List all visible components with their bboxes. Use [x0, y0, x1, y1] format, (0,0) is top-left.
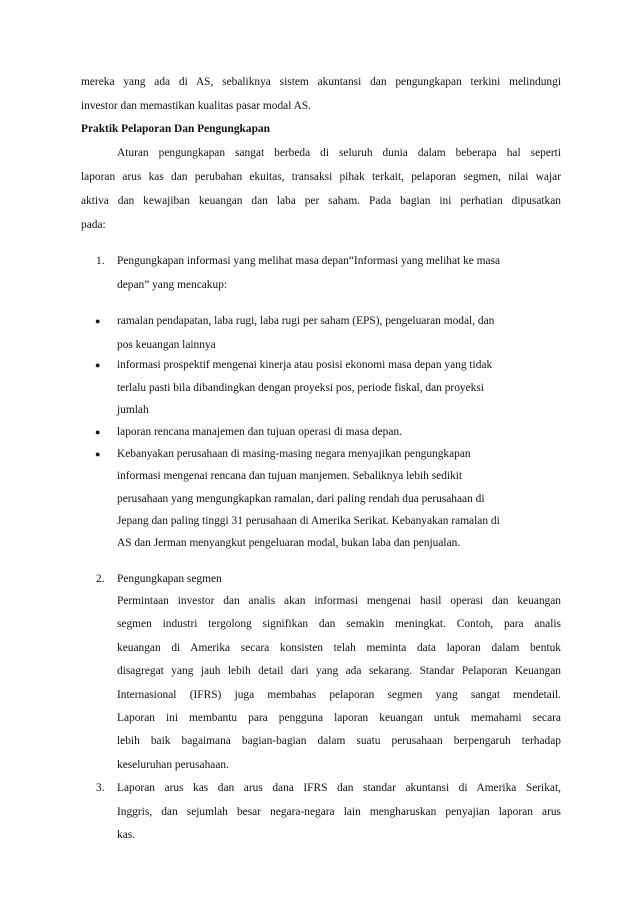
paragraph-line: pada: — [81, 219, 106, 231]
paragraph-line: laporan arus kas dan perubahan ekuitas, transaksi pihak terkait, pelaporan segmen, nilai wajar — [81, 171, 561, 183]
list-item-line: Laporan ini membantu para pengguna laporan keuangan untuk memahami secara — [117, 712, 561, 724]
list-item-line: disagregat yang jauh lebih detail dari yang ada sekarang. Standar Pelaporan Keuangan — [117, 665, 561, 677]
list-number: 3. — [96, 782, 105, 794]
bullet-icon: ● — [95, 449, 101, 459]
intro-line: investor dan memastikan kualitas pasar modal AS. — [81, 100, 311, 112]
bullet-line: Jepang dan paling tinggi 31 perusahaan di Amerika Serikat. Kebanyakan ramalan di — [117, 515, 500, 527]
list-item-line: keseluruhan perusahaan. — [117, 759, 229, 771]
paragraph-line: Aturan pengungkapan sangat berbeda di seluruh dunia dalam beberapa hal seperti — [117, 147, 561, 159]
bullet-line: perusahaan yang mengungkapkan ramalan, dari paling rendah dua perusahaan di — [117, 493, 485, 505]
list-item-line: segmen industri tergolong signifikan dan semakin meningkat. Contoh, para analis — [117, 618, 561, 630]
list-number: 2. — [96, 573, 105, 585]
bullet-line: ramalan pendapatan, laba rugi, laba rugi per saham (EPS), pengeluaran modal, dan — [117, 315, 495, 327]
paragraph-line: aktiva dan kewajiban keuangan dan laba per saham. Pada bagian ini perhatian dipusatkan — [81, 195, 561, 207]
list-item-line: Pengungkapan informasi yang melihat masa depan“Informasi yang melihat ke masa — [117, 255, 501, 267]
bullet-line: AS dan Jerman menyangkut pengeluaran modal, bukan laba dan penjualan. — [117, 537, 461, 549]
list-item-line: depan” yang mencakup: — [117, 279, 228, 291]
list-number: 1. — [96, 255, 105, 267]
list-item-line: keuangan di Amerika secara konsisten telah meminta data laporan dalam bentuk — [117, 642, 561, 654]
list-item-line: Inggris, dan sejumlah besar negara-negara lain mengharuskan penyajian laporan arus — [117, 806, 561, 818]
list-item-line: kas. — [117, 829, 136, 841]
list-item-line: Permintaan investor dan analis akan informasi mengenai hasil operasi dan keuangan — [117, 595, 561, 607]
bullet-line: pos keuangan lainnya — [117, 339, 216, 351]
bullet-line: informasi prospektif mengenai kinerja atau posisi ekonomi masa depan yang tidak — [117, 359, 493, 371]
section-heading: Praktik Pelaporan Dan Pengungkapan — [81, 123, 270, 135]
list-item-line: lebih baik bagaimana bagian-bagian dalam suatu perusahaan berpengaruh terhadap — [117, 735, 561, 747]
list-item-line: Internasional (IFRS) juga membahas pelaporan segmen yang sangat mendetail. — [117, 689, 561, 701]
bullet-line: jumlah — [117, 404, 149, 416]
bullet-line: Kebanyakan perusahaan di masing-masing negara menyajikan pengungkapan — [117, 448, 471, 460]
bullet-icon: ● — [95, 427, 101, 437]
intro-line: mereka yang ada di AS, sebaliknya sistem akuntansi dan pengungkapan terkini melindungi — [81, 76, 561, 88]
bullet-icon: ● — [95, 360, 101, 370]
list-item-title: Pengungkapan segmen — [117, 573, 222, 585]
bullet-line: terlalu pasti bila dibandingkan dengan proyeksi pos, periode fiskal, dan proyeksi — [117, 382, 484, 394]
bullet-line: informasi mengenai rencana dan tujuan manjemen. Sebaliknya lebih sedikit — [117, 470, 463, 482]
bullet-line: laporan rencana manajemen dan tujuan operasi di masa depan. — [117, 426, 402, 438]
list-item-line: Laporan arus kas dan arus dana IFRS dan standar akuntansi di Amerika Serikat, — [117, 782, 561, 794]
bullet-icon: ● — [95, 316, 101, 326]
